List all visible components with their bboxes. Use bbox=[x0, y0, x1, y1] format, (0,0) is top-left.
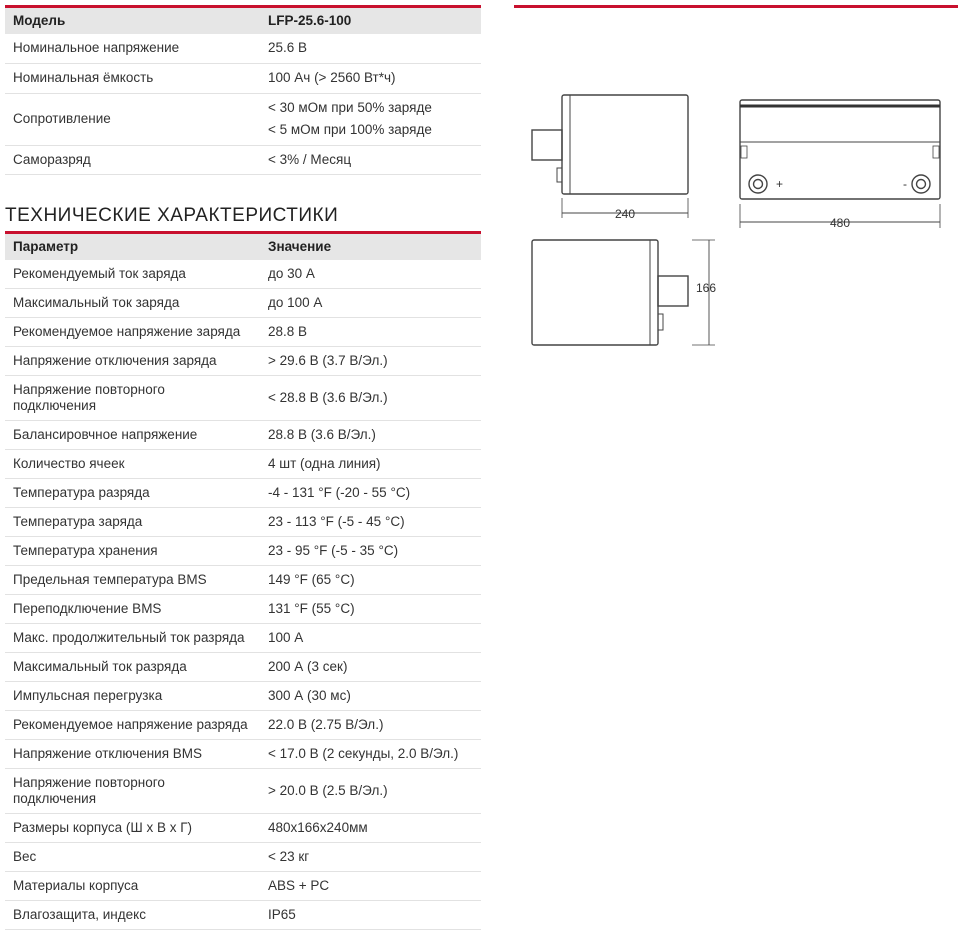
front-body bbox=[740, 100, 940, 199]
table-row bbox=[5, 508, 481, 537]
top-terminal bbox=[658, 276, 688, 306]
value-cell: > 20.0 В (2.5 В/Эл.) bbox=[260, 769, 481, 814]
value-cell: 22.0 В (2.75 В/Эл.) bbox=[260, 711, 481, 740]
side-view bbox=[532, 95, 688, 218]
tech-table-header bbox=[5, 234, 481, 260]
value-cell bbox=[260, 93, 481, 145]
param-cell: Напряжение отключения BMS bbox=[5, 740, 260, 769]
table-row bbox=[5, 901, 481, 930]
table-row bbox=[5, 566, 481, 595]
value-header: Значение bbox=[260, 234, 481, 260]
value-cell: 23 - 113 °F (-5 - 45 °C) bbox=[260, 508, 481, 537]
dimension-drawings bbox=[520, 80, 950, 360]
param-cell: Температура заряда bbox=[5, 508, 260, 537]
value-cell: < 17.0 В (2 секунды, 2.0 В/Эл.) bbox=[260, 740, 481, 769]
param-cell: Номинальная ёмкость bbox=[5, 63, 260, 93]
side-width-label: 240 bbox=[614, 207, 636, 221]
value-cell: > 29.6 В (3.7 В/Эл.) bbox=[260, 347, 481, 376]
battery-drawing bbox=[520, 80, 950, 355]
table-row bbox=[5, 347, 481, 376]
param-cell: Размеры корпуса (Ш х В х Г) bbox=[5, 814, 260, 843]
table-row bbox=[5, 421, 481, 450]
model-table-header bbox=[5, 8, 481, 34]
param-cell: Рекомендуемое напряжение разряда bbox=[5, 711, 260, 740]
model-table bbox=[5, 8, 481, 175]
right-accent-line bbox=[514, 5, 958, 8]
param-cell: Количество ячеек bbox=[5, 450, 260, 479]
value-cell: 23 - 95 °F (-5 - 35 °C) bbox=[260, 537, 481, 566]
param-cell: Переподключение BMS bbox=[5, 595, 260, 624]
side-body bbox=[562, 95, 688, 194]
table-row bbox=[5, 843, 481, 872]
model-label: Модель bbox=[5, 8, 260, 34]
plus-sign: + bbox=[776, 177, 784, 191]
top-view bbox=[532, 240, 715, 345]
param-cell: Вес bbox=[5, 843, 260, 872]
table-row bbox=[5, 318, 481, 347]
param-cell: Максимальный ток разряда bbox=[5, 653, 260, 682]
param-cell: Максимальный ток заряда bbox=[5, 289, 260, 318]
table-row bbox=[5, 260, 481, 289]
param-cell bbox=[5, 376, 260, 421]
negative-terminal bbox=[912, 175, 930, 193]
table-row bbox=[5, 289, 481, 318]
table-row bbox=[5, 711, 481, 740]
value-cell: < 23 кг bbox=[260, 843, 481, 872]
value-cell: 100 А bbox=[260, 624, 481, 653]
side-terminal bbox=[532, 130, 562, 160]
front-view bbox=[740, 100, 940, 228]
param-cell: Материалы корпуса bbox=[5, 872, 260, 901]
param-line: Напряжение повторного bbox=[13, 775, 165, 790]
table-row bbox=[5, 769, 481, 814]
value-cell: 25.6 В bbox=[260, 34, 481, 63]
positive-terminal bbox=[749, 175, 767, 193]
model-value: LFP-25.6-100 bbox=[260, 8, 481, 34]
param-header: Параметр bbox=[5, 234, 260, 260]
param-cell: Номинальное напряжение bbox=[5, 34, 260, 63]
height-label: 166 bbox=[696, 281, 717, 295]
param-cell: Влагозащита, индекс bbox=[5, 901, 260, 930]
param-cell: Температура хранения bbox=[5, 537, 260, 566]
table-row bbox=[5, 537, 481, 566]
value-cell: ABS + PC bbox=[260, 872, 481, 901]
table-row bbox=[5, 740, 481, 769]
value-line: < 5 мОм при 100% заряде bbox=[268, 122, 432, 137]
tech-table bbox=[5, 234, 481, 931]
value-cell: 480x166x240мм bbox=[260, 814, 481, 843]
table-row bbox=[5, 450, 481, 479]
table-row bbox=[5, 145, 481, 174]
param-cell: Импульсная перегрузка bbox=[5, 682, 260, 711]
table-row bbox=[5, 682, 481, 711]
param-cell: Балансировчное напряжение bbox=[5, 421, 260, 450]
value-cell: < 28.8 В (3.6 В/Эл.) bbox=[260, 376, 481, 421]
param-cell: Сопротивление bbox=[5, 93, 260, 145]
value-cell: 300 А (30 мс) bbox=[260, 682, 481, 711]
table-row bbox=[5, 479, 481, 508]
value-cell: 131 °F (55 °C) bbox=[260, 595, 481, 624]
table-row bbox=[5, 376, 481, 421]
param-line: подключения bbox=[13, 791, 97, 806]
minus-sign: - bbox=[903, 177, 907, 191]
param-line: подключения bbox=[13, 398, 97, 413]
value-cell: 149 °F (65 °C) bbox=[260, 566, 481, 595]
value-cell: 200 А (3 сек) bbox=[260, 653, 481, 682]
param-cell: Напряжение отключения заряда bbox=[5, 347, 260, 376]
table-row bbox=[5, 653, 481, 682]
param-cell: Рекомендуемый ток заряда bbox=[5, 260, 260, 289]
param-cell: Саморазряд bbox=[5, 145, 260, 174]
value-line: < 30 мОм при 50% заряде bbox=[268, 100, 432, 115]
param-cell: Температура разряда bbox=[5, 479, 260, 508]
value-cell: 28.8 В bbox=[260, 318, 481, 347]
table-row bbox=[5, 814, 481, 843]
value-cell: 100 Ач (> 2560 Вт*ч) bbox=[260, 63, 481, 93]
param-cell: Рекомендуемое напряжение заряда bbox=[5, 318, 260, 347]
table-row bbox=[5, 624, 481, 653]
table-row bbox=[5, 595, 481, 624]
param-cell bbox=[5, 769, 260, 814]
left-column bbox=[5, 5, 481, 930]
section-title: ТЕХНИЧЕСКИЕ ХАРАКТЕРИСТИКИ bbox=[5, 204, 339, 226]
table-row bbox=[5, 93, 481, 145]
value-cell: IP65 bbox=[260, 901, 481, 930]
value-cell: 4 шт (одна линия) bbox=[260, 450, 481, 479]
param-line: Напряжение повторного bbox=[13, 382, 165, 397]
table-row bbox=[5, 63, 481, 93]
value-cell: -4 - 131 °F (-20 - 55 °C) bbox=[260, 479, 481, 508]
param-cell: Макс. продолжительный ток разряда bbox=[5, 624, 260, 653]
table-row bbox=[5, 872, 481, 901]
value-cell: 28.8 В (3.6 В/Эл.) bbox=[260, 421, 481, 450]
value-cell: до 100 А bbox=[260, 289, 481, 318]
table-row bbox=[5, 34, 481, 63]
param-cell: Предельная температура BMS bbox=[5, 566, 260, 595]
value-cell: < 3% / Месяц bbox=[260, 145, 481, 174]
front-width-label: 480 bbox=[829, 216, 851, 230]
top-body bbox=[532, 240, 658, 345]
value-cell: до 30 А bbox=[260, 260, 481, 289]
